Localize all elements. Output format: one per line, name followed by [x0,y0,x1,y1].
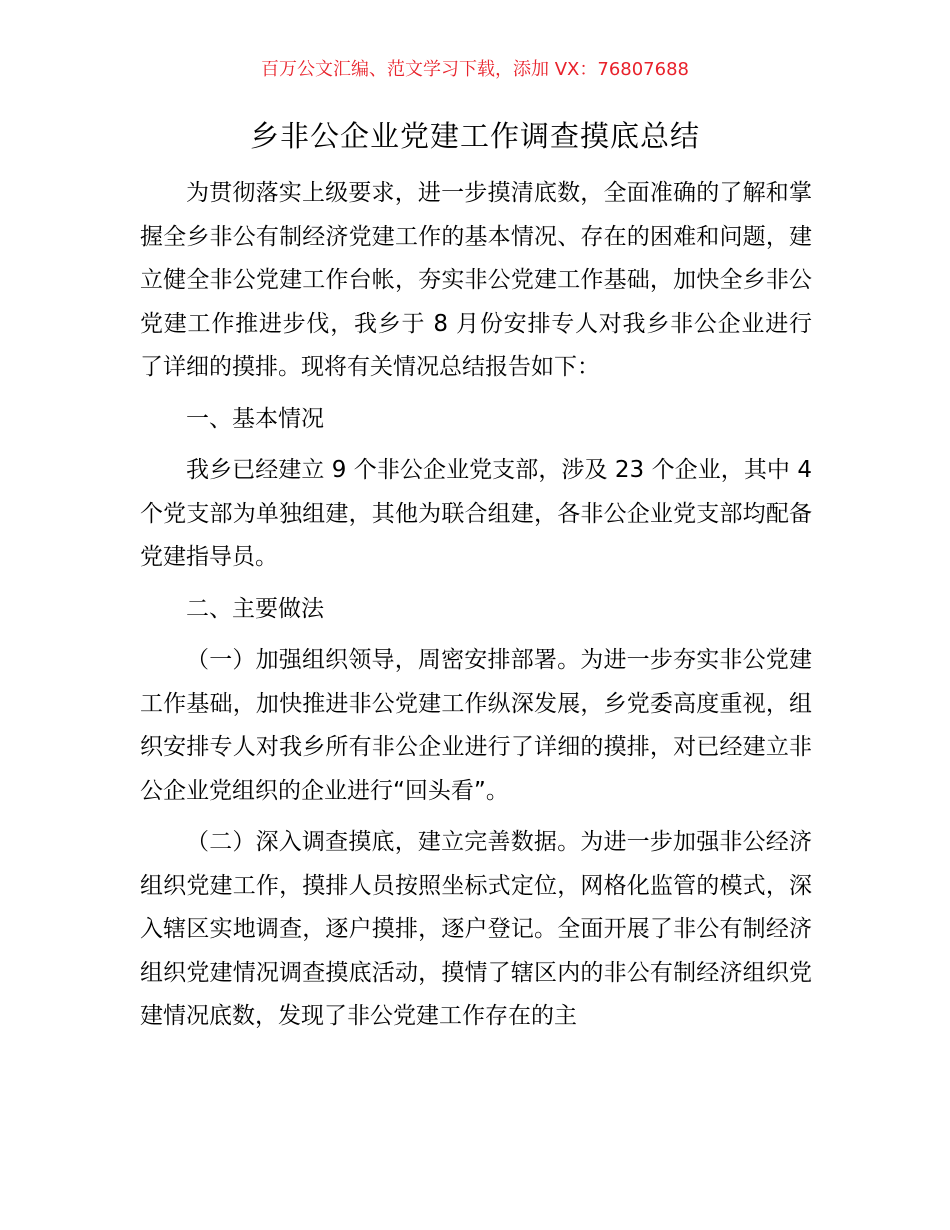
section-2-heading: 二、主要做法 [186,595,324,622]
watermark-banner: 百万公文汇编、范文学习下载，添加 VX：76807688 [261,59,689,80]
section-2-paragraph-1: （一）加强组织领导，周密安排部署。为进一步夯实非公党建工作基础，加快推进非公党建工作纵深发展，乡党委高度重视，组织安排专人对我乡所有非公企业进行了详细的摸排，对已经建立非公企业党组织的企业进行“回头看”。 [140,647,812,804]
section-1-paragraph: 我乡已经建立 9 个非公企业党支部，涉及 23 个企业，其中 4 个党支部为单独组建，其他为联合组建，各非公企业党支部均配备党建指导员。 [140,457,812,570]
section-2-paragraph-2: （二）深入调查摸底，建立完善数据。为进一步加强非公经济组织党建工作，摸排人员按照坐标式定位，网格化监管的模式，深入辖区实地调查，逐户摸排，逐户登记。全面开展了非公有制经济组织党建情况调查摸底活动，摸情了辖区内的非公有制经济组织党建情况底数，发现了非公党建工作存在的主 [140,829,812,1029]
intro-paragraph: 为贯彻落实上级要求，进一步摸清底数，全面准确的了解和掌握全乡非公有制经济党建工作的基本情况、存在的困难和问题，建立健全非公党建工作台帐，夯实非公党建工作基础，加快全乡非公党建工作推进步伐，我乡于 8 月份安排专人对我乡非公企业进行了详细的摸排。现将有关情况总结报告如下： [140,180,812,380]
document-title: 乡非公企业党建工作调查摸底总结 [249,119,700,153]
section-1-heading: 一、基本情况 [186,405,324,432]
document-body [140,172,812,1047]
